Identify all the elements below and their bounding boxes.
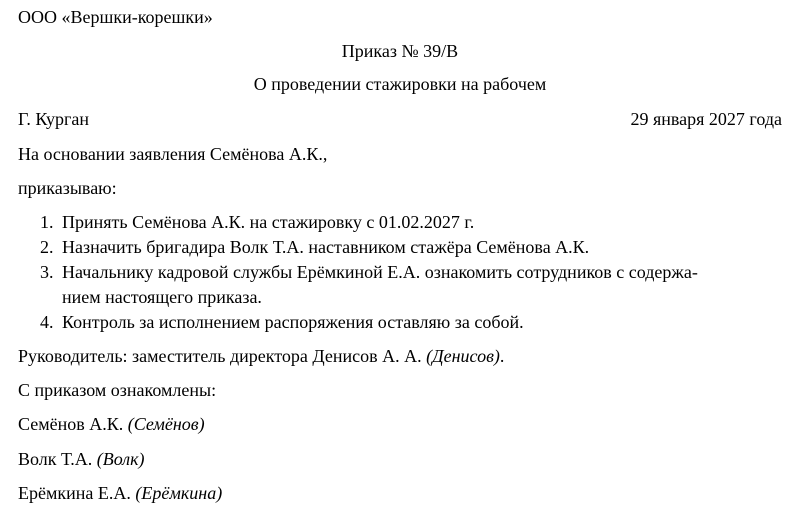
acquainted-label: С приказом ознакомлены: bbox=[18, 380, 217, 400]
order-date: 29 января 2027 года bbox=[630, 109, 782, 129]
order-title: Приказ № 39/В bbox=[341, 41, 459, 61]
signer-signature: (Ерёмкина) bbox=[135, 483, 223, 503]
list-item-continuation: нием настоящего приказа. bbox=[62, 287, 262, 307]
list-item-number: 4. bbox=[40, 312, 54, 332]
list-item-text: Назначить бригадира Волк Т.А. наставником стажёра Семёнова А.К. bbox=[62, 237, 590, 257]
signer-name: Волк Т.А. bbox=[18, 449, 97, 469]
signer-name: Ерёмкина Е.А. bbox=[18, 483, 136, 503]
order-basis: На основании заявления Семёнова А.К., bbox=[18, 144, 328, 164]
list-item-number: 3. bbox=[40, 262, 54, 282]
list-item-number: 1. bbox=[40, 212, 54, 232]
order-verb: приказываю: bbox=[18, 178, 117, 198]
head-signature-line bbox=[18, 345, 504, 367]
signer-name: Семёнов А.К. bbox=[18, 414, 128, 434]
signer-row bbox=[18, 448, 145, 470]
list-item-text: Контроль за исполнением распоряжения оставляю за собой. bbox=[62, 312, 524, 332]
list-item-text: Начальнику кадровой службы Ерёмкиной Е.А. ознакомить сотрудников с содержа- bbox=[62, 262, 698, 282]
organization-name: ООО «Вершки-корешки» bbox=[18, 7, 213, 27]
list-item bbox=[40, 210, 785, 234]
signer-row bbox=[18, 413, 205, 435]
head-suffix: . bbox=[499, 346, 505, 366]
head-signature: (Денисов) bbox=[426, 346, 500, 366]
list-item bbox=[40, 310, 785, 334]
order-subject: О проведении стажировки на рабочем bbox=[253, 74, 547, 94]
list-item bbox=[40, 235, 785, 259]
signer-signature: (Семёнов) bbox=[127, 414, 205, 434]
list-item bbox=[40, 260, 785, 284]
list-item-number: 2. bbox=[40, 237, 54, 257]
city: Г. Курган bbox=[18, 109, 90, 129]
signer-row bbox=[18, 482, 222, 504]
list-item-text: Принять Семёнова А.К. на стажировку с 01.02.2027 г. bbox=[62, 212, 475, 232]
signer-signature: (Волк) bbox=[96, 449, 145, 469]
head-text: Руководитель: заместитель директора Денисов А. А. bbox=[18, 346, 427, 366]
